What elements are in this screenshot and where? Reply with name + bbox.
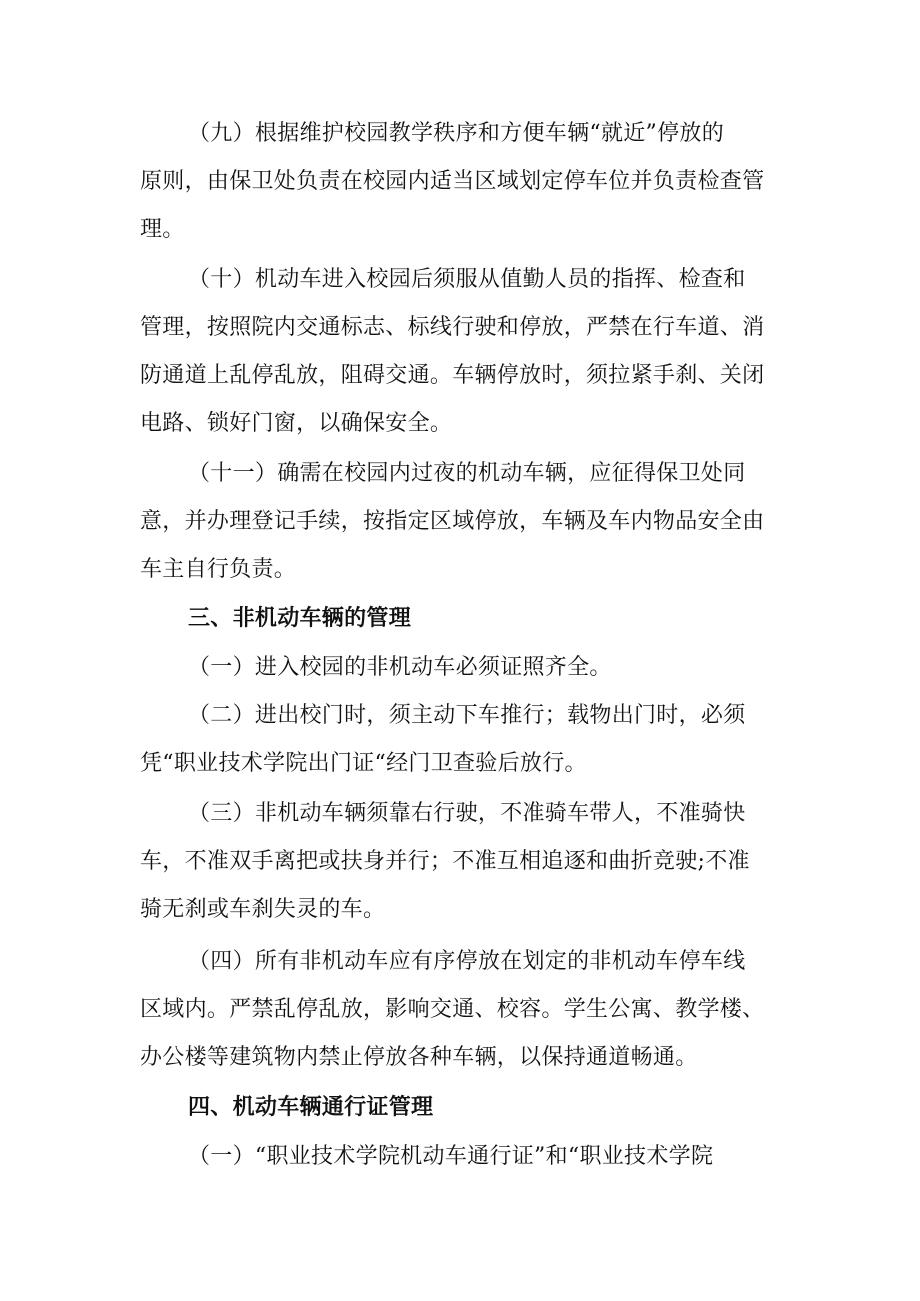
paragraph-line: （一）“职业技术学院机动车通行证”和“职业技术学院: [188, 1144, 714, 1169]
paragraph-line: （一）进入校园的非机动车必须证照齐全。: [188, 655, 612, 680]
paragraph-line: 办公楼等建筑物内禁止停放各种车辆，以保持通道畅通。: [140, 1045, 698, 1070]
section-3-item-4: [140, 938, 780, 1082]
paragraph-line: 防通道上乱停乱放，阻碍交通。车辆停放时，须拉紧手刹、关闭: [140, 363, 765, 388]
paragraph-line: 理。: [140, 217, 185, 242]
section-4-heading: 四、机动车辆通行证管理: [188, 1095, 434, 1120]
paragraph-line: 车，不准双手离把或扶身并行；不准互相追逐和曲折竞驶;不准: [140, 849, 750, 874]
paragraph-line: （十）机动车进入校园后须服从值勤人员的指挥、检查和: [188, 267, 746, 292]
paragraph-line: （九）根据维护校园教学秩序和方便车辆“就近”停放的: [188, 121, 724, 146]
section-4-item-1: [140, 1133, 780, 1181]
paragraph-line: （三）非机动车辆须靠右行驶，不准骑车带人，不准骑快: [188, 801, 746, 826]
paragraph-line: 区域内。严禁乱停乱放，影响交通、校容。学生公寓、教学楼、: [140, 997, 765, 1022]
section-3-item-3: [140, 790, 780, 934]
paragraph-line: 电路、锁好门窗，以确保安全。: [140, 411, 453, 436]
section-3-item-1: [140, 644, 780, 692]
section-3-heading: 三、非机动车辆的管理: [188, 606, 412, 631]
paragraph-line: （二）进出校门时，须主动下车推行；载物出门时，必须: [188, 703, 746, 728]
paragraph-line: 骑无刹或车刹失灵的车。: [140, 897, 386, 922]
paragraph-line: （十一）确需在校园内过夜的机动车辆，应征得保卫处同: [188, 461, 746, 486]
paragraph-9: [140, 110, 780, 254]
paragraph-line: 原则，由保卫处负责在校园内适当区域划定停车位并负责检查管: [140, 169, 765, 194]
paragraph-line: 车主自行负责。: [140, 557, 297, 582]
paragraph-line: 管理，按照院内交通标志、标线行驶和停放，严禁在行车道、消: [140, 315, 765, 340]
paragraph-line: 凭“职业技术学院出门证“经门卫查验后放行。: [140, 751, 587, 776]
paragraph-line: （四）所有非机动车应有序停放在划定的非机动车停车线: [188, 949, 746, 974]
paragraph-line: 意，并办理登记手续，按指定区域停放，车辆及车内物品安全由: [140, 509, 765, 534]
paragraph-11: [140, 450, 780, 594]
paragraph-10: [140, 256, 780, 448]
section-3-item-2: [140, 692, 780, 788]
